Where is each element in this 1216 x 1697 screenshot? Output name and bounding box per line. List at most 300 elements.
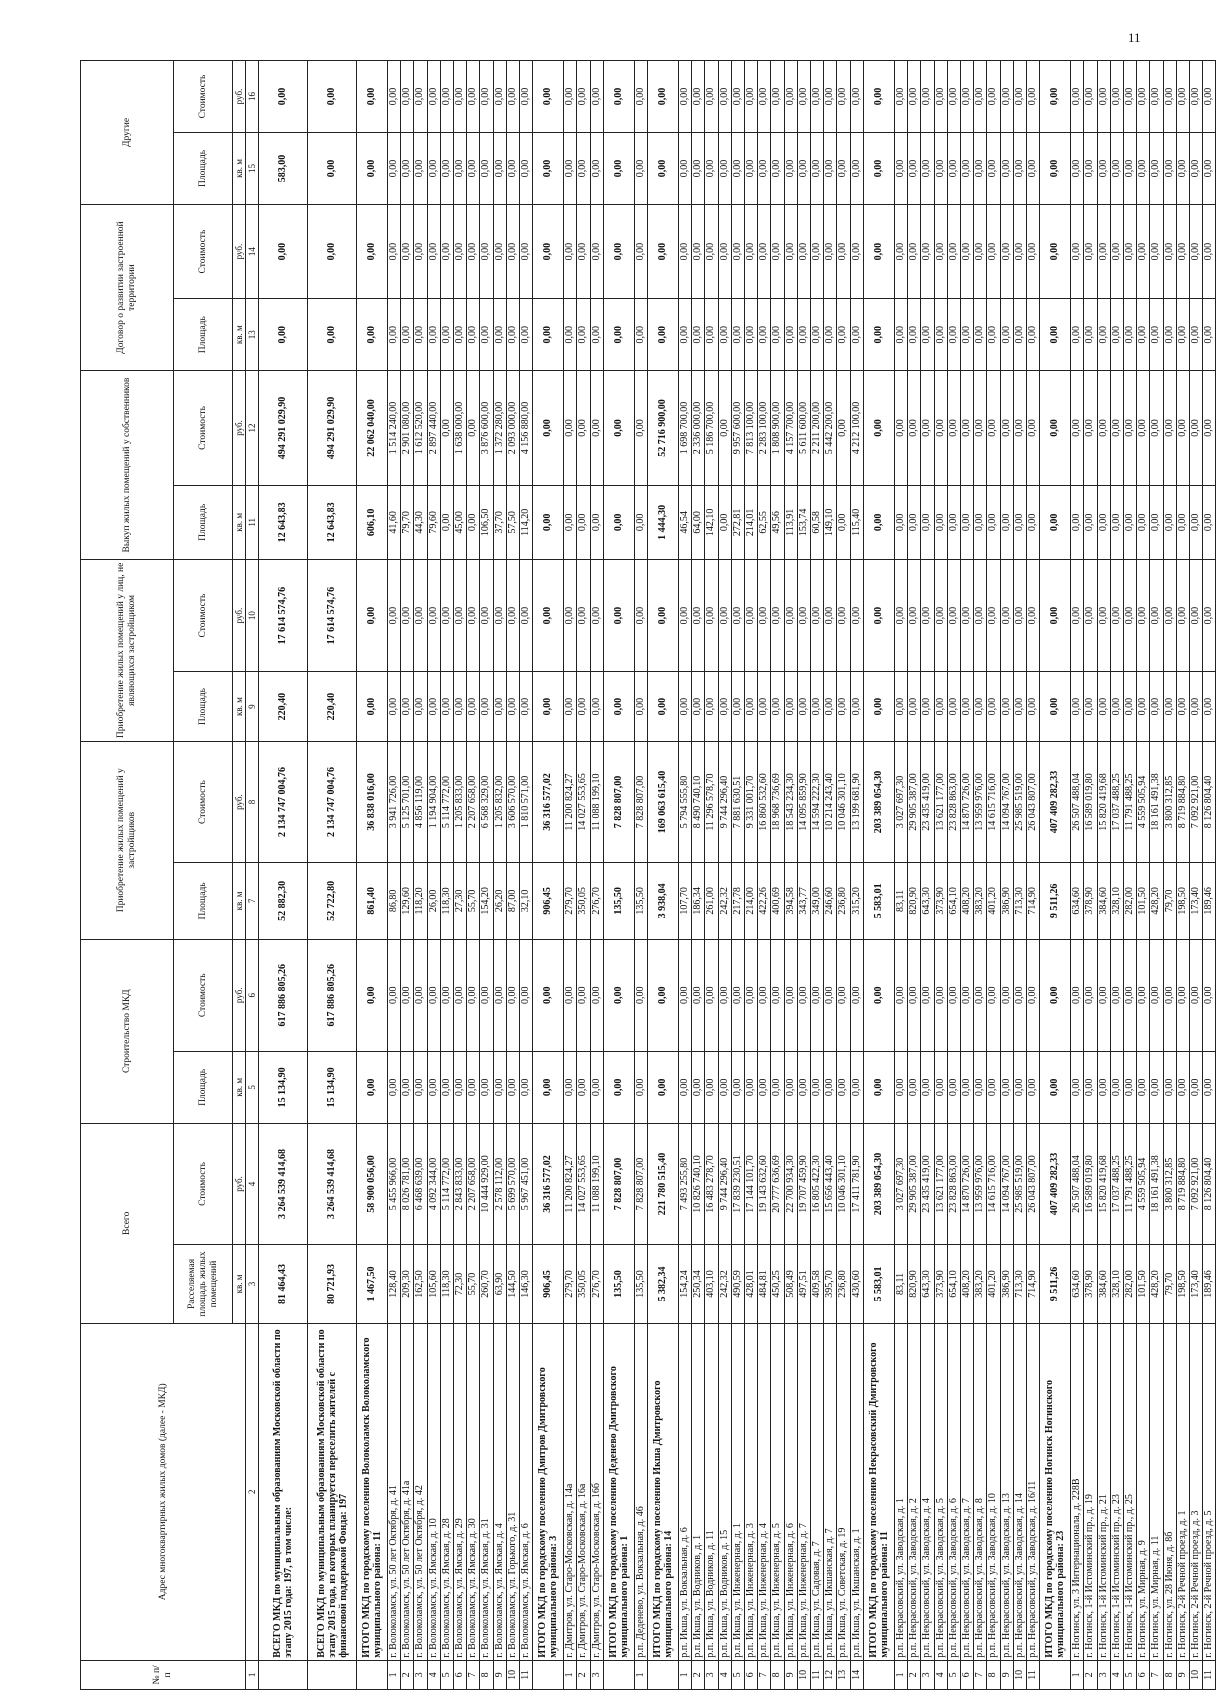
row-value: 407 409 282,33 [1040,1123,1071,1244]
table-row [414,61,427,1690]
row-value: 0,00 [454,204,467,298]
row-value: 115,40 [850,485,863,559]
row-value: 0,00 [493,1051,506,1123]
column-number: 14 [246,204,259,298]
row-value: 0,00 [1026,559,1039,671]
row-value: 378,90 [1084,1245,1097,1324]
row-value: 14 870 726,00 [960,741,973,862]
row-value: 0,00 [705,204,718,298]
row-value: 494 291 029,90 [259,371,308,486]
row-value: 0,00 [1013,204,1026,298]
table-row [921,61,934,1690]
row-value: 26,20 [493,863,506,939]
header-area: Площадь [174,299,233,371]
row-value: 0,00 [590,485,603,559]
row-value: 0,00 [1189,371,1202,486]
row-value: 0,00 [894,61,907,133]
row-value: 79,70 [401,485,414,559]
row-value: 135,50 [634,863,647,939]
row-value: 0,00 [388,1051,401,1123]
row-value: 0,00 [414,133,427,205]
row-value: 11 088 199,10 [590,1123,603,1244]
table-row [850,61,863,1690]
row-value: 0,00 [679,559,692,671]
row-value: 0,00 [454,61,467,133]
row-number: 5 [1123,1660,1136,1689]
row-address: р.п. Некрасовский, ул. Заводская, д. 16/11 [1026,1323,1039,1660]
total-row [259,61,308,1690]
column-number: 8 [246,741,259,862]
row-value: 0,00 [1137,61,1150,133]
row-value: 10 826 740,10 [692,1123,705,1244]
row-value: 0,00 [648,299,679,371]
table-row [837,61,850,1690]
row-value: 0,00 [934,133,947,205]
row-value: 0,00 [784,133,797,205]
row-value: 26 507 488,04 [1071,741,1084,862]
row-number: 8 [771,1660,784,1689]
row-value: 0,00 [987,204,1000,298]
row-value: 0,00 [1000,371,1013,486]
row-value: 0,00 [1189,485,1202,559]
row-address: р.п. Икша, ул. Инженерная, д. 5 [771,1323,784,1660]
row-value: 0,00 [308,299,357,371]
unit-area: кв. м [233,133,246,205]
row-value: 4 856 119,00 [414,741,427,862]
row-value: 242,32 [718,863,731,939]
row-value: 0,00 [533,672,564,742]
row-value: 0,00 [1071,485,1084,559]
row-value: 0,00 [648,559,679,671]
row-value: 7 092 921,00 [1189,741,1202,862]
row-value: 0,00 [1084,559,1097,671]
row-value: 0,00 [934,204,947,298]
row-value: 0,00 [520,61,533,133]
row-value: 0,00 [1189,672,1202,742]
row-value: 0,00 [520,559,533,671]
row-number: 6 [1137,1660,1150,1689]
row-value: 17 614 574,76 [308,559,357,671]
row-value: 0,00 [960,133,973,205]
header-group-total: Всего [81,1123,174,1323]
row-value: 282,00 [1123,863,1136,939]
row-value: 18 161 491,38 [1150,741,1163,862]
row-value: 7 828 807,00 [603,1123,634,1244]
table-row [1071,61,1084,1690]
row-value: 1 444,30 [648,485,679,559]
row-value: 0,00 [797,559,810,671]
row-value: 0,00 [1150,1051,1163,1123]
row-value: 0,00 [758,133,771,205]
row-number: 11 [811,1660,824,1689]
row-number: 2 [692,1660,705,1689]
row-value: 0,00 [388,204,401,298]
row-value: 0,00 [824,559,837,671]
row-number: 9 [493,1660,506,1689]
row-value: 861,40 [357,863,388,939]
table-row [590,61,603,1690]
row-value: 10 046 301,10 [837,1123,850,1244]
row-value: 0,00 [1071,939,1084,1051]
row-value: 14 615 716,00 [987,741,1000,862]
row-value: 1 205 833,00 [454,741,467,862]
table-row [1203,61,1216,1690]
row-number: 8 [480,1660,493,1689]
row-value: 0,00 [577,672,590,742]
row-value: 0,00 [784,1051,797,1123]
table-row [894,61,907,1690]
row-value: 0,00 [1137,371,1150,486]
row-value: 0,00 [974,299,987,371]
row-number: 9 [784,1660,797,1689]
row-value: 1 514 240,00 [388,371,401,486]
row-value: 0,00 [506,204,519,298]
row-address: р.п. Некрасовский, ул. Заводская, д. 10 [987,1323,1000,1660]
row-value: 0,00 [564,371,577,486]
row-address: р.п. Икша, ул. Водников, д. 11 [705,1323,718,1660]
row-value: 0,00 [908,371,921,486]
row-value: 0,00 [401,204,414,298]
row-address: г. Волоколамск, ул. Ямская, д. 30 [467,1323,480,1660]
row-value: 101,50 [1137,863,1150,939]
row-value: 220,40 [308,672,357,742]
row-value: 422,26 [758,863,771,939]
row-address: р.п. Икша, ул. Инженерная, д. 7 [797,1323,810,1660]
row-value: 0,00 [577,939,590,1051]
row-value: 1 638 000,00 [454,371,467,486]
row-value: 497,51 [797,1245,810,1324]
row-value: 9 511,26 [1040,863,1071,939]
row-value: 0,00 [758,672,771,742]
row-value: 0,00 [590,939,603,1051]
row-number: 14 [850,1660,863,1689]
row-value: 0,00 [533,299,564,371]
row-value: 0,00 [590,371,603,486]
row-address: р.п. Некрасовский, ул. Заводская, д. 8 [974,1323,987,1660]
row-value: 617 886 805,26 [259,939,308,1051]
row-value: 3 938,04 [648,863,679,939]
row-value: 36 838 016,00 [357,741,388,862]
row-value: 0,00 [934,939,947,1051]
row-value: 0,00 [388,939,401,1051]
row-value: 0,00 [1123,133,1136,205]
row-value: 0,00 [934,485,947,559]
row-number: 1 [679,1660,692,1689]
row-value: 0,00 [771,939,784,1051]
row-value: 2 211 200,00 [811,371,824,486]
row-value: 209,30 [401,1245,414,1324]
row-value: 3 027 697,30 [894,741,907,862]
row-value: 113,91 [784,485,797,559]
row-value: 15 820 419,68 [1097,741,1110,862]
unit-cost: руб. [233,559,246,671]
row-value: 0,00 [987,1051,1000,1123]
table-row [1026,61,1039,1690]
row-value: 0,00 [679,672,692,742]
row-value: 45,00 [454,485,467,559]
row-number: 5 [731,1660,744,1689]
row-value: 0,00 [863,61,894,133]
row-value: 0,00 [1203,133,1216,205]
row-value: 3 800 312,85 [1163,1123,1176,1244]
row-value: 0,00 [1176,299,1189,371]
row-value: 15 134,90 [259,1051,308,1123]
row-value: 0,00 [1137,133,1150,205]
row-value: 276,70 [590,863,603,939]
row-value: 0,00 [577,485,590,559]
row-number: 3 [414,1660,427,1689]
row-value: 0,00 [1097,371,1110,486]
row-value: 0,00 [308,204,357,298]
row-value: 8 490 740,10 [692,741,705,862]
unit-area: кв. м [233,672,246,742]
row-value: 0,00 [454,1051,467,1123]
row-value: 0,00 [960,672,973,742]
row-number [863,1660,894,1689]
row-value: 214,00 [745,863,758,939]
row-value: 0,00 [1013,559,1026,671]
row-value: 0,00 [564,61,577,133]
row-value: 409,58 [811,1245,824,1324]
header-cost: Стоимость [174,1123,233,1244]
row-value: 2 897 440,00 [427,371,440,486]
row-value: 81 464,43 [259,1245,308,1324]
row-address: р.п. Икша, ул. Инженерная, д. 3 [745,1323,758,1660]
row-value: 0,00 [863,299,894,371]
row-value: 0,00 [401,939,414,1051]
row-value: 1 612 520,00 [414,371,427,486]
table-row [758,61,771,1690]
row-value: 11 200 824,27 [564,1123,577,1244]
row-value: 0,00 [1026,299,1039,371]
row-value: 0,00 [480,939,493,1051]
table-row [493,61,506,1690]
row-value: 0,00 [679,939,692,1051]
row-value: 315,20 [850,863,863,939]
row-value: 0,00 [1176,485,1189,559]
row-value: 87,00 [506,863,519,939]
row-value: 0,00 [1013,299,1026,371]
row-value: 0,00 [520,133,533,205]
row-value: 203 389 054,30 [863,741,894,862]
row-value: 0,00 [908,204,921,298]
row-value: 0,00 [401,559,414,671]
row-value: 0,00 [564,1051,577,1123]
row-value: 0,00 [1097,485,1110,559]
header-resettle-area: Расселяемая площадь жилых помещений [174,1245,233,1324]
row-value: 0,00 [908,672,921,742]
table-row [974,61,987,1690]
row-value: 173,40 [1189,1245,1202,1324]
row-value: 0,00 [960,204,973,298]
row-value: 654,10 [947,863,960,939]
row-value: 0,00 [590,299,603,371]
row-address: р.п. Некрасовский, ул. Заводская, д. 5 [934,1323,947,1660]
row-value: 0,00 [692,133,705,205]
row-value: 0,00 [797,1051,810,1123]
row-value: 373,90 [934,863,947,939]
row-value: 0,00 [634,133,647,205]
row-value: 0,00 [811,1051,824,1123]
row-value: 0,00 [388,133,401,205]
row-value: 0,00 [467,939,480,1051]
row-value: 0,00 [837,299,850,371]
row-value: 0,00 [921,1051,934,1123]
row-value: 0,00 [414,299,427,371]
row-value: 0,00 [974,672,987,742]
row-value: 7 828 807,00 [634,1123,647,1244]
row-value: 0,00 [506,559,519,671]
row-value: 26,00 [427,863,440,939]
row-value: 0,00 [731,133,744,205]
row-value: 60,58 [811,485,824,559]
row-value: 450,25 [771,1245,784,1324]
row-value: 14 615 716,00 [987,1123,1000,1244]
row-value: 0,00 [784,672,797,742]
row-value: 0,00 [520,1051,533,1123]
row-value: 0,00 [797,672,810,742]
row-value: 0,00 [731,204,744,298]
row-value: 0,00 [894,299,907,371]
row-value: 0,00 [705,299,718,371]
row-value: 0,00 [974,939,987,1051]
row-value: 0,00 [388,61,401,133]
row-value: 0,00 [811,939,824,1051]
table-row [934,61,947,1690]
row-value: 0,00 [1013,371,1026,486]
header-cost: Стоимость [174,204,233,298]
row-value: 0,00 [427,133,440,205]
table-row [692,61,705,1690]
row-value: 1 194 904,00 [427,741,440,862]
row-value: 400,69 [771,863,784,939]
row-value: 0,00 [1026,133,1039,205]
row-value: 0,00 [357,133,388,205]
row-address: г. Ногинск, 2-й Речной проезд, д. 5 [1203,1323,1216,1660]
row-value: 6 468 639,00 [414,1123,427,1244]
row-value: 19 707 459,90 [797,1123,810,1244]
row-value: 0,00 [771,204,784,298]
row-number: 7 [467,1660,480,1689]
row-value: 0,00 [1137,939,1150,1051]
header-address: Адрес многоквартирных жилых домов (далее - МКД) [81,1323,246,1660]
row-address: г. Ногинск, 1-й Истоминский пр., д. 25 [1123,1323,1136,1660]
row-number: 7 [1150,1660,1163,1689]
row-value: 0,00 [414,559,427,671]
row-value: 2 207 658,00 [467,1123,480,1244]
header-cost: Стоимость [174,939,233,1051]
row-value: 0,00 [1040,559,1071,671]
row-number: 4 [718,1660,731,1689]
row-value: 25 985 519,00 [1013,741,1026,862]
row-value: 0,00 [634,939,647,1051]
row-value: 15 134,90 [308,1051,357,1123]
row-value: 0,00 [603,204,634,298]
row-value: 135,50 [634,1245,647,1324]
row-value: 0,00 [921,371,934,486]
row-value: 401,20 [987,1245,1000,1324]
row-value: 0,00 [837,204,850,298]
row-value: 0,00 [440,299,453,371]
row-value: 0,00 [506,672,519,742]
row-value: 0,00 [1163,204,1176,298]
row-value: 403,10 [705,1245,718,1324]
row-value: 0,00 [850,61,863,133]
column-number: 3 [246,1245,259,1324]
row-value: 0,00 [1040,1051,1071,1123]
row-value: 0,00 [960,61,973,133]
row-number: 3 [921,1660,934,1689]
row-value: 714,90 [1026,1245,1039,1324]
row-value: 0,00 [1203,672,1216,742]
row-address: ИТОГО МКД по городскому поселению Дмитров Дмитровского муниципального района: 3 [533,1323,564,1660]
row-value: 3 606 570,00 [506,741,519,862]
total-row [357,61,388,1690]
row-value: 394,58 [784,863,797,939]
row-value: 135,50 [603,1245,634,1324]
row-value: 0,00 [577,371,590,486]
row-value: 383,20 [974,1245,987,1324]
table-row [454,61,467,1690]
row-value: 0,00 [758,939,771,1051]
row-value: 384,60 [1097,1245,1110,1324]
row-value: 0,00 [850,559,863,671]
row-value: 236,80 [837,863,850,939]
row-value: 0,00 [1084,1051,1097,1123]
header-cost: Стоимость [174,559,233,671]
row-value: 0,00 [1163,1051,1176,1123]
row-value: 0,00 [401,299,414,371]
row-value: 0,00 [590,61,603,133]
row-value: 0,00 [1097,61,1110,133]
row-value: 0,00 [467,61,480,133]
row-value: 0,00 [745,61,758,133]
row-value: 189,46 [1203,863,1216,939]
row-address: р.п. Некрасовский, ул. Заводская, д. 7 [960,1323,973,1660]
row-value: 0,00 [634,371,647,486]
row-value: 107,70 [679,863,692,939]
row-value: 0,00 [414,939,427,1051]
row-value: 0,00 [731,939,744,1051]
table-row [784,61,797,1690]
row-value: 198,50 [1176,1245,1189,1324]
row-value: 0,00 [974,485,987,559]
row-value: 0,00 [797,133,810,205]
row-value: 0,00 [771,1051,784,1123]
row-value: 0,00 [1097,939,1110,1051]
row-value: 0,00 [590,1051,603,1123]
column-number: 2 [246,1323,259,1660]
row-value: 0,00 [947,371,960,486]
row-value: 0,00 [1123,672,1136,742]
table-row [705,61,718,1690]
row-value: 0,00 [947,939,960,1051]
row-value: 0,00 [564,204,577,298]
row-value: 0,00 [1084,204,1097,298]
row-value: 0,00 [1084,61,1097,133]
row-value: 0,00 [1176,204,1189,298]
row-value: 0,00 [1026,61,1039,133]
row-value: 407 409 282,33 [1040,741,1071,862]
row-value: 0,00 [1071,559,1084,671]
row-value: 0,00 [758,559,771,671]
row-value: 0,00 [440,133,453,205]
row-address: р.п. Икша, ул. Вокзальная, д. 6 [679,1323,692,1660]
row-value: 63,90 [493,1245,506,1324]
row-value: 2 093 000,00 [506,371,519,486]
row-value: 2 207 658,00 [467,741,480,862]
row-value: 0,00 [1110,672,1123,742]
